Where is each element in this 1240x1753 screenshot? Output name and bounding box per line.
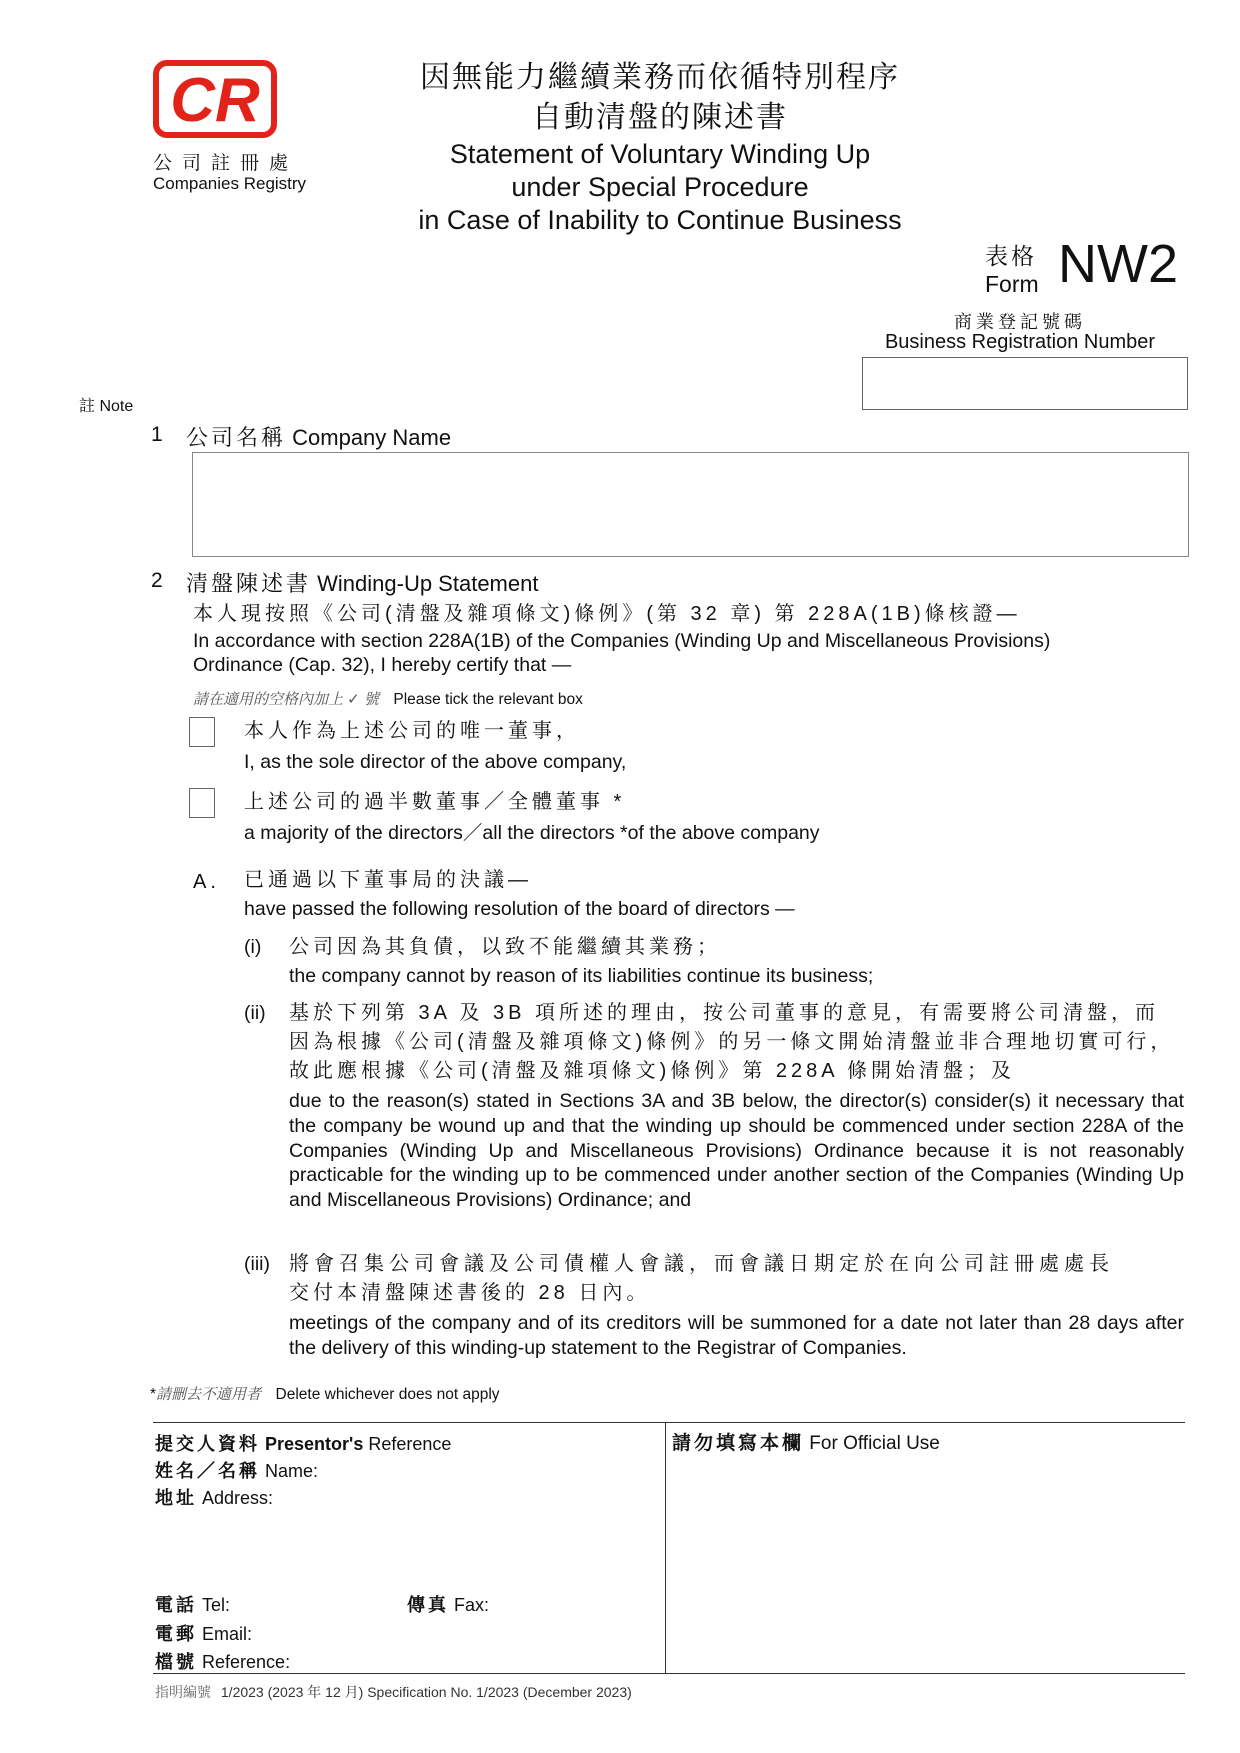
item-i-zh: 公司因為其負債，以致不能繼續其業務； (289, 936, 721, 958)
section2-number: 2 (151, 569, 163, 592)
item-i-en: the company cannot by reason of its liabilities continue its business; (289, 965, 874, 987)
title-en-line1: Statement of Voluntary Winding Up (449, 139, 871, 169)
option1-zh: 本人作為上述公司的唯一董事， (244, 720, 580, 742)
item-i-label: (i) (244, 936, 262, 958)
brn-label-zh: 商業登記號碼 (954, 312, 1086, 332)
presentor-top-rule (153, 1422, 1185, 1423)
title-en-line3: in Case of Inability to Continue Business (418, 205, 902, 235)
presentor-bottom-rule (153, 1673, 1185, 1674)
intro-en-1: In accordance with section 228A(1B) of the Companies (Winding Up and Miscellaneous Provisions) (193, 630, 1051, 652)
section2-title-en: Winding-Up Statement (317, 571, 539, 596)
intro-en-2: Ordinance (Cap. 32), I hereby certify that — (193, 654, 572, 676)
delete-note-zh: 請刪去不適用者 (156, 1386, 262, 1403)
presentor-name (155, 1457, 318, 1483)
presentor-name-zh: 姓名／名稱 (155, 1461, 260, 1481)
presentor-address-zh: 地址 (155, 1488, 197, 1508)
item-ii-en: due to the reason(s) stated in Sections 3A and 3B below, the director(s) consider(s) it necessary that the company be wound up and that the winding up should be commenced under section 228A of the Companies (Winding Up and Miscellaneous Provisions) Ordinance because it is not reasonably practicable for the winding up to be commenced under another section of the Companies (Winding Up and Miscellaneous Provisions) Ordinance; and (289, 1090, 1184, 1212)
logo-name-en: Companies Registry (153, 174, 307, 193)
item-iii-zh-1: 將會召集公司會議及公司債權人會議，而會議日期定於在向公司註冊處處長 (289, 1253, 1114, 1275)
title-zh-line1: 因無能力繼續業務而依循特別程序 (420, 61, 900, 94)
option1-en: I, as the sole director of the above company, (244, 751, 627, 773)
form-code: NW2 (1058, 234, 1178, 294)
presentor-heading-en-bold: Presentor's (265, 1434, 364, 1454)
presentor-email-zh: 電郵 (155, 1624, 197, 1644)
official-use-zh: 請勿填寫本欄 (672, 1433, 805, 1454)
presentor-fax (407, 1591, 489, 1617)
companies-registry-logo (153, 60, 277, 138)
delete-note-en: Delete whichever does not apply (275, 1386, 500, 1403)
item-iii-zh-2: 交付本清盤陳述書後的 28 日內。 (289, 1282, 651, 1304)
section1-title-en: Company Name (292, 425, 452, 450)
item-a-zh: 已通過以下董事局的決議— (244, 869, 532, 891)
presentor-ref-zh: 檔號 (155, 1652, 197, 1672)
option2-en: a majority of the directors／all the directors *of the above company (244, 822, 820, 844)
presentor-heading (155, 1430, 451, 1456)
presentor-address (155, 1484, 273, 1510)
delete-note (150, 1383, 500, 1404)
brn-input-box[interactable] (862, 357, 1188, 410)
title-en-line2: under Special Procedure (511, 172, 809, 202)
tick-instruction-en: Please tick the relevant box (393, 691, 583, 708)
item-a-label: A. (193, 871, 220, 893)
logo-name-zh: 公司註冊處 (153, 153, 299, 174)
note-label: 註 Note (79, 398, 134, 415)
section2-title-zh: 清盤陳述書 (186, 571, 312, 596)
official-use-en: For Official Use (809, 1433, 940, 1454)
intro-zh: 本人現按照《公司(清盤及雜項條文)條例》(第 32 章) 第 228A(1B)條核證— (193, 603, 1021, 625)
section1-title-zh: 公司名稱 (186, 425, 287, 450)
section2-title (186, 567, 538, 598)
brn-label-en: Business Registration Number (884, 331, 1156, 353)
delete-note-star: * (150, 1386, 157, 1403)
presentor-ref-en: Reference: (202, 1652, 291, 1672)
presentor-heading-zh: 提交人資料 (155, 1434, 260, 1454)
majority-directors-checkbox[interactable] (189, 788, 215, 818)
presentor-tel-zh: 電話 (155, 1595, 197, 1615)
item-ii-zh-2: 因為根據《公司(清盤及雜項條文)條例》的另一條文開始清盤並非合理地切實可行， (289, 1031, 1175, 1053)
presentor-email (155, 1620, 252, 1646)
presentor-address-en: Address: (202, 1488, 274, 1508)
footer-spec-zh: 指明編號 (155, 1684, 211, 1700)
cr-logo-mark (159, 66, 271, 132)
sole-director-checkbox[interactable] (189, 717, 215, 747)
presentor-email-en: Email: (202, 1624, 253, 1644)
presentor-tel (155, 1591, 230, 1617)
footer-spec-text: 1/2023 (2023 年 12 月) Specification No. 1/2023 (December 2023) (220, 1684, 632, 1700)
presentor-divider (665, 1422, 666, 1674)
official-use (672, 1428, 940, 1455)
form-label-en: Form (985, 271, 1039, 297)
company-name-box[interactable] (192, 452, 1189, 557)
presentor-fax-en: Fax: (454, 1595, 490, 1615)
presentor-reference (155, 1648, 290, 1674)
presentor-fax-zh: 傳真 (407, 1595, 449, 1615)
form-label-zh: 表格 (985, 243, 1037, 269)
presentor-tel-en: Tel: (202, 1595, 231, 1615)
item-ii-zh-1: 基於下列第 3A 及 3B 項所述的理由，按公司董事的意見，有需要將公司清盤，而 (289, 1002, 1160, 1024)
item-ii-label: (ii) (244, 1002, 266, 1024)
item-a-en: have passed the following resolution of the board of directors — (244, 898, 795, 920)
form-title (360, 58, 960, 237)
presentor-name-en: Name: (265, 1461, 319, 1481)
footer-specification (155, 1682, 632, 1702)
item-iii-label: (iii) (244, 1253, 270, 1275)
option2-zh: 上述公司的過半數董事／全體董事 * (244, 791, 626, 813)
logo-mark-text: CR (170, 66, 260, 132)
section1-title (186, 421, 451, 452)
tick-instruction (193, 688, 583, 709)
tick-instruction-zh: 請在適用的空格內加上 ✓ 號 (193, 691, 379, 708)
item-ii-zh-3: 故此應根據《公司(清盤及雜項條文)條例》第 228A 條開始清盤；及 (289, 1060, 1016, 1082)
presentor-heading-en: Reference (368, 1434, 452, 1454)
title-zh-line2: 自動清盤的陳述書 (532, 101, 788, 134)
item-iii-en: meetings of the company and of its creditors will be summoned for a date not later than 28 days after the delivery of this winding-up statement to the Registrar of Companies. (289, 1312, 1184, 1359)
section1-number: 1 (151, 423, 163, 446)
